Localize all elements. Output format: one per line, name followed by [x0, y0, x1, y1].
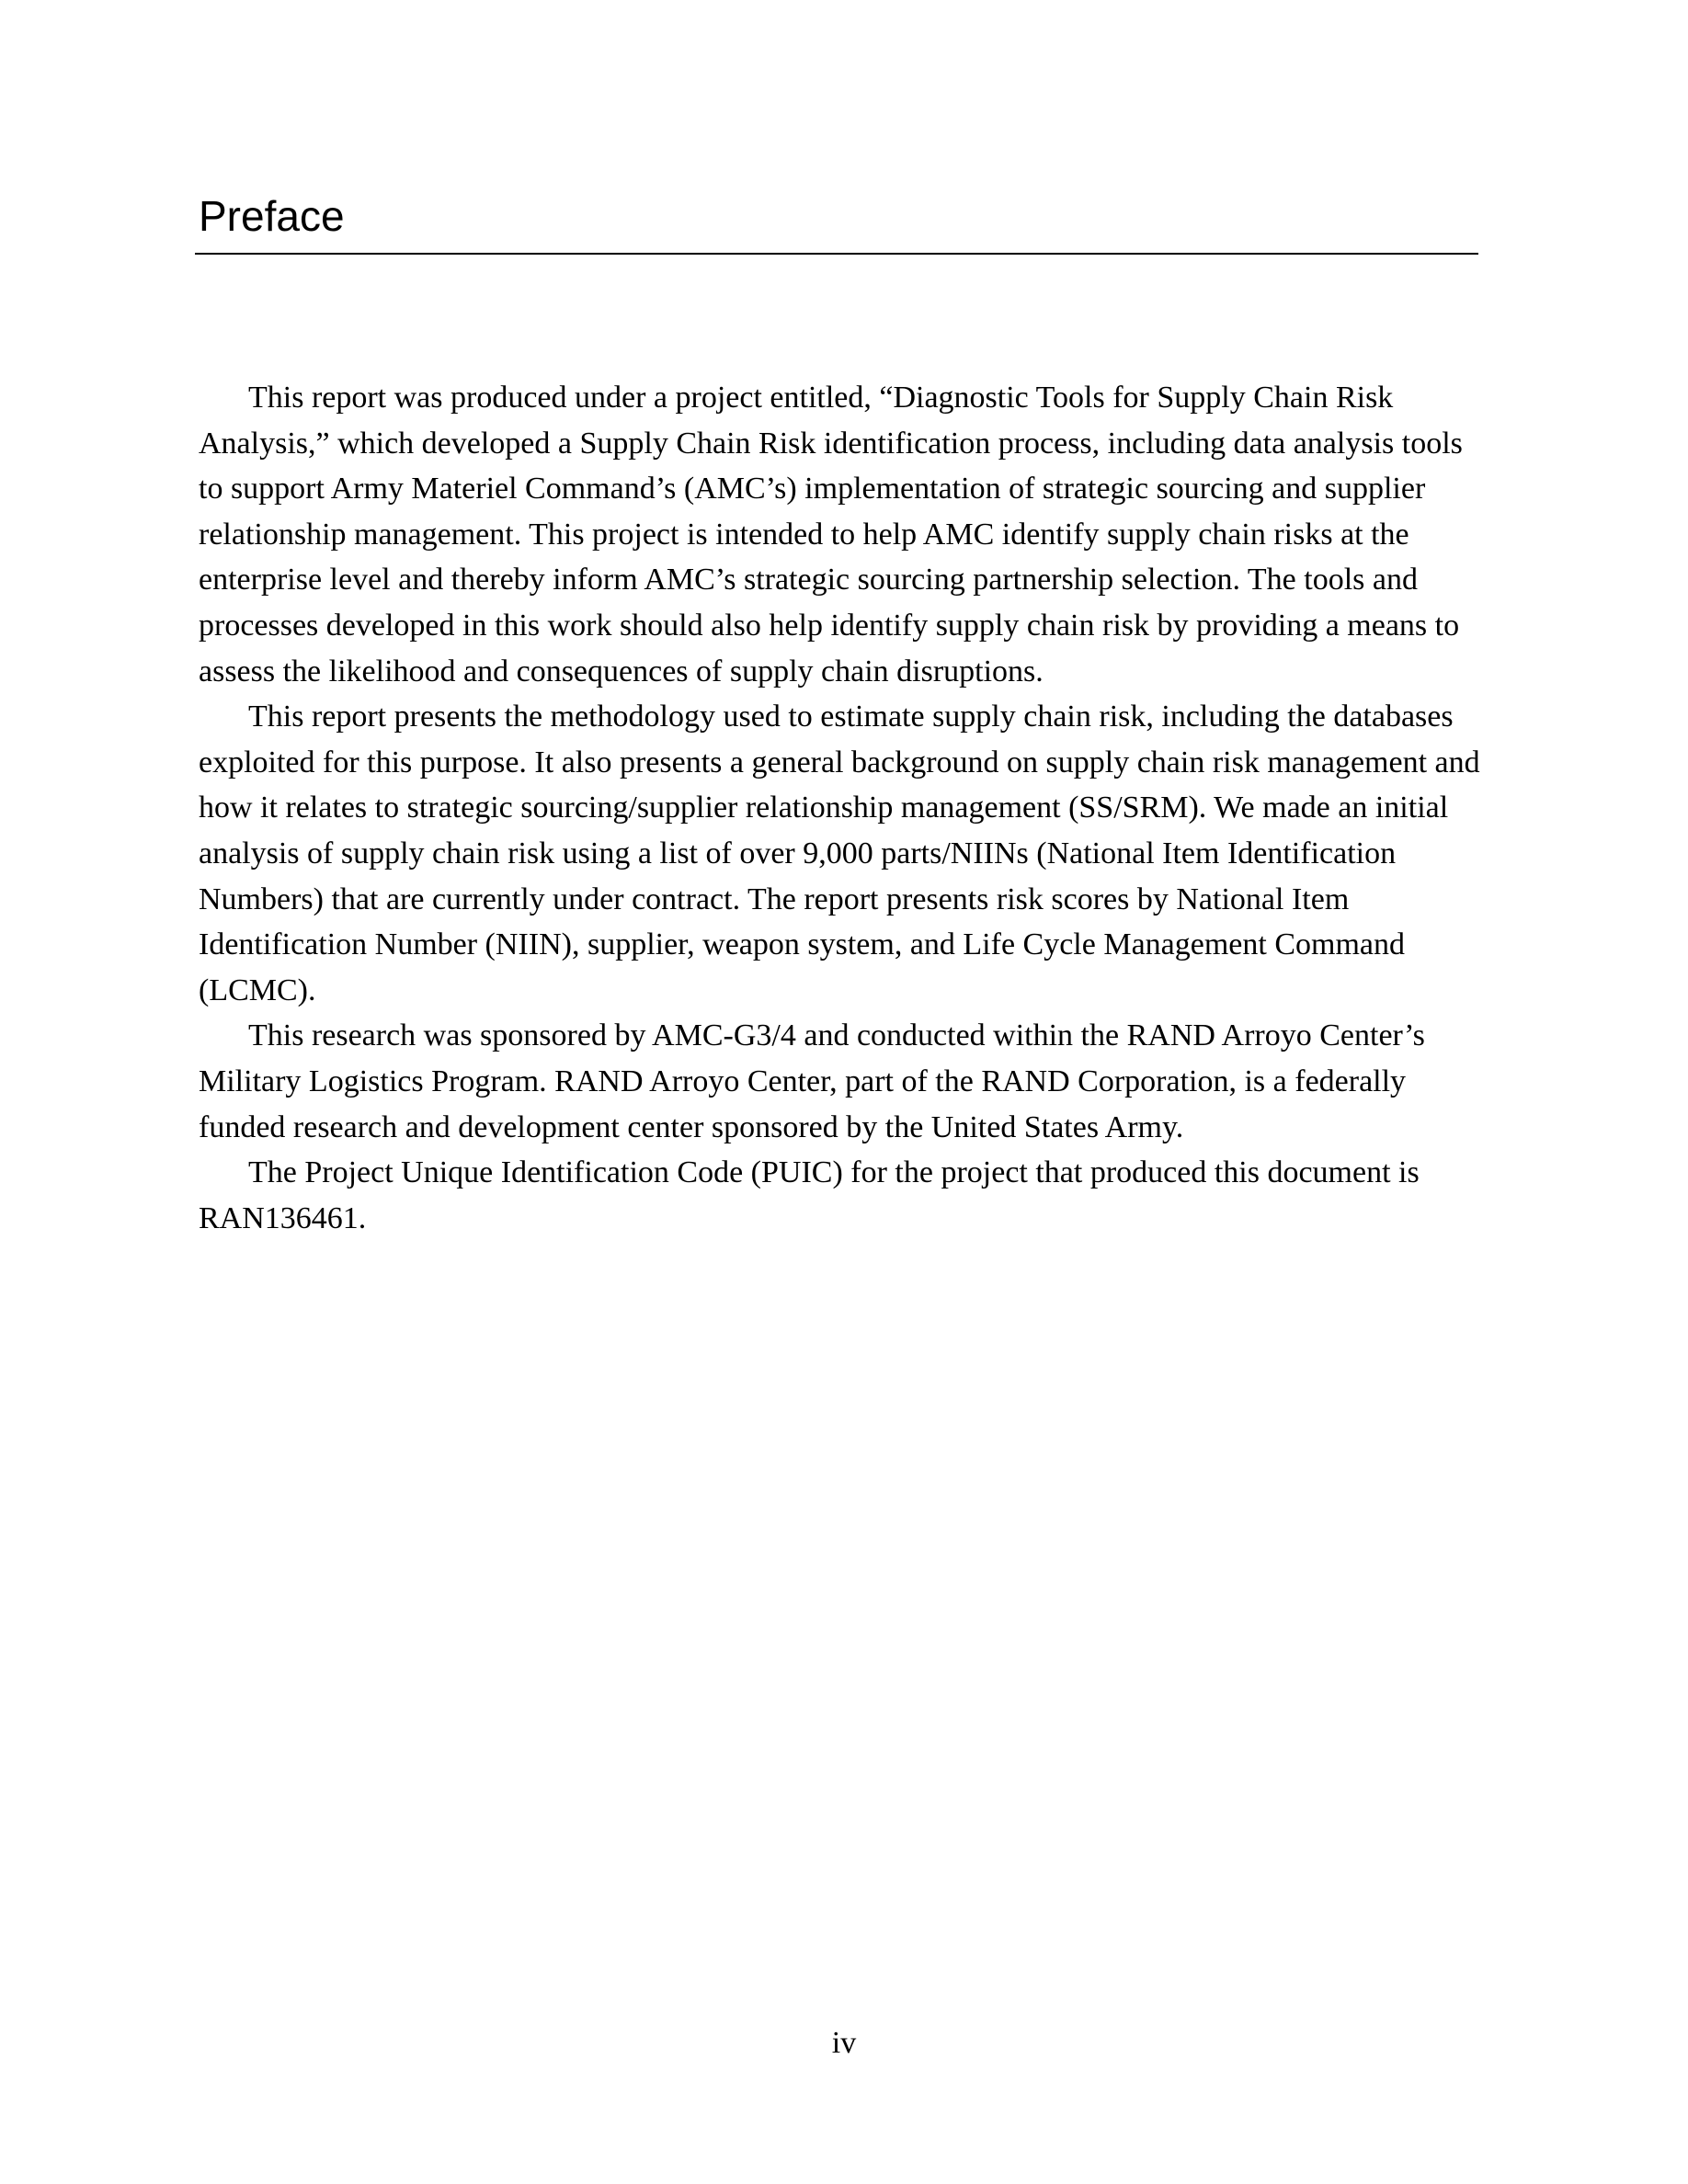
page-number: iv — [831, 2026, 857, 2060]
paragraph: The Project Unique Identification Code (PUIC) for the project that produced this document is RAN136461. — [199, 1155, 1420, 1235]
paragraph: This report was produced under a project entitled, “Diagnostic Tools for Supply Chain Risk Analysis,” which developed a Supply Chain Risk identification process, including data analysis tools to support Army Materiel Command’s (AMC’s) implementation of strategic sourcing and supplier relationship management. This project is intended to help AMC identify supply chain risks at the enterprise level and thereby inform AMC’s strategic sourcing partnership selection. The tools and processes developed in this work should also help identify supply chain risk by providing a means to assess the likelihood and consequences of supply chain disruptions. — [199, 381, 1463, 688]
preface-body — [199, 375, 1486, 1241]
page-title: Preface — [199, 192, 345, 240]
heading-rule — [195, 188, 1478, 255]
paragraph: This report presents the methodology used to estimate supply chain risk, including the databases exploited for this purpose. It also presents a general background on supply chain risk management and how it relates to strategic sourcing/supplier relationship management (SS/SRM). We made an initial analysis of supply chain risk using a list of over 9,000 parts/NIINs (National Item Identification Numbers) that are currently under contract. The report presents risk scores by National Item Identification Number (NIIN), supplier, weapon system, and Life Cycle Management Command (LCMC). — [199, 700, 1480, 1007]
paragraph: This research was sponsored by AMC-G3/4 and conducted within the RAND Arroyo Center’s Military Logistics Program. RAND Arroyo Center, part of the RAND Corporation, is a federally funded research and development center sponsored by the United States Army. — [199, 1018, 1425, 1144]
